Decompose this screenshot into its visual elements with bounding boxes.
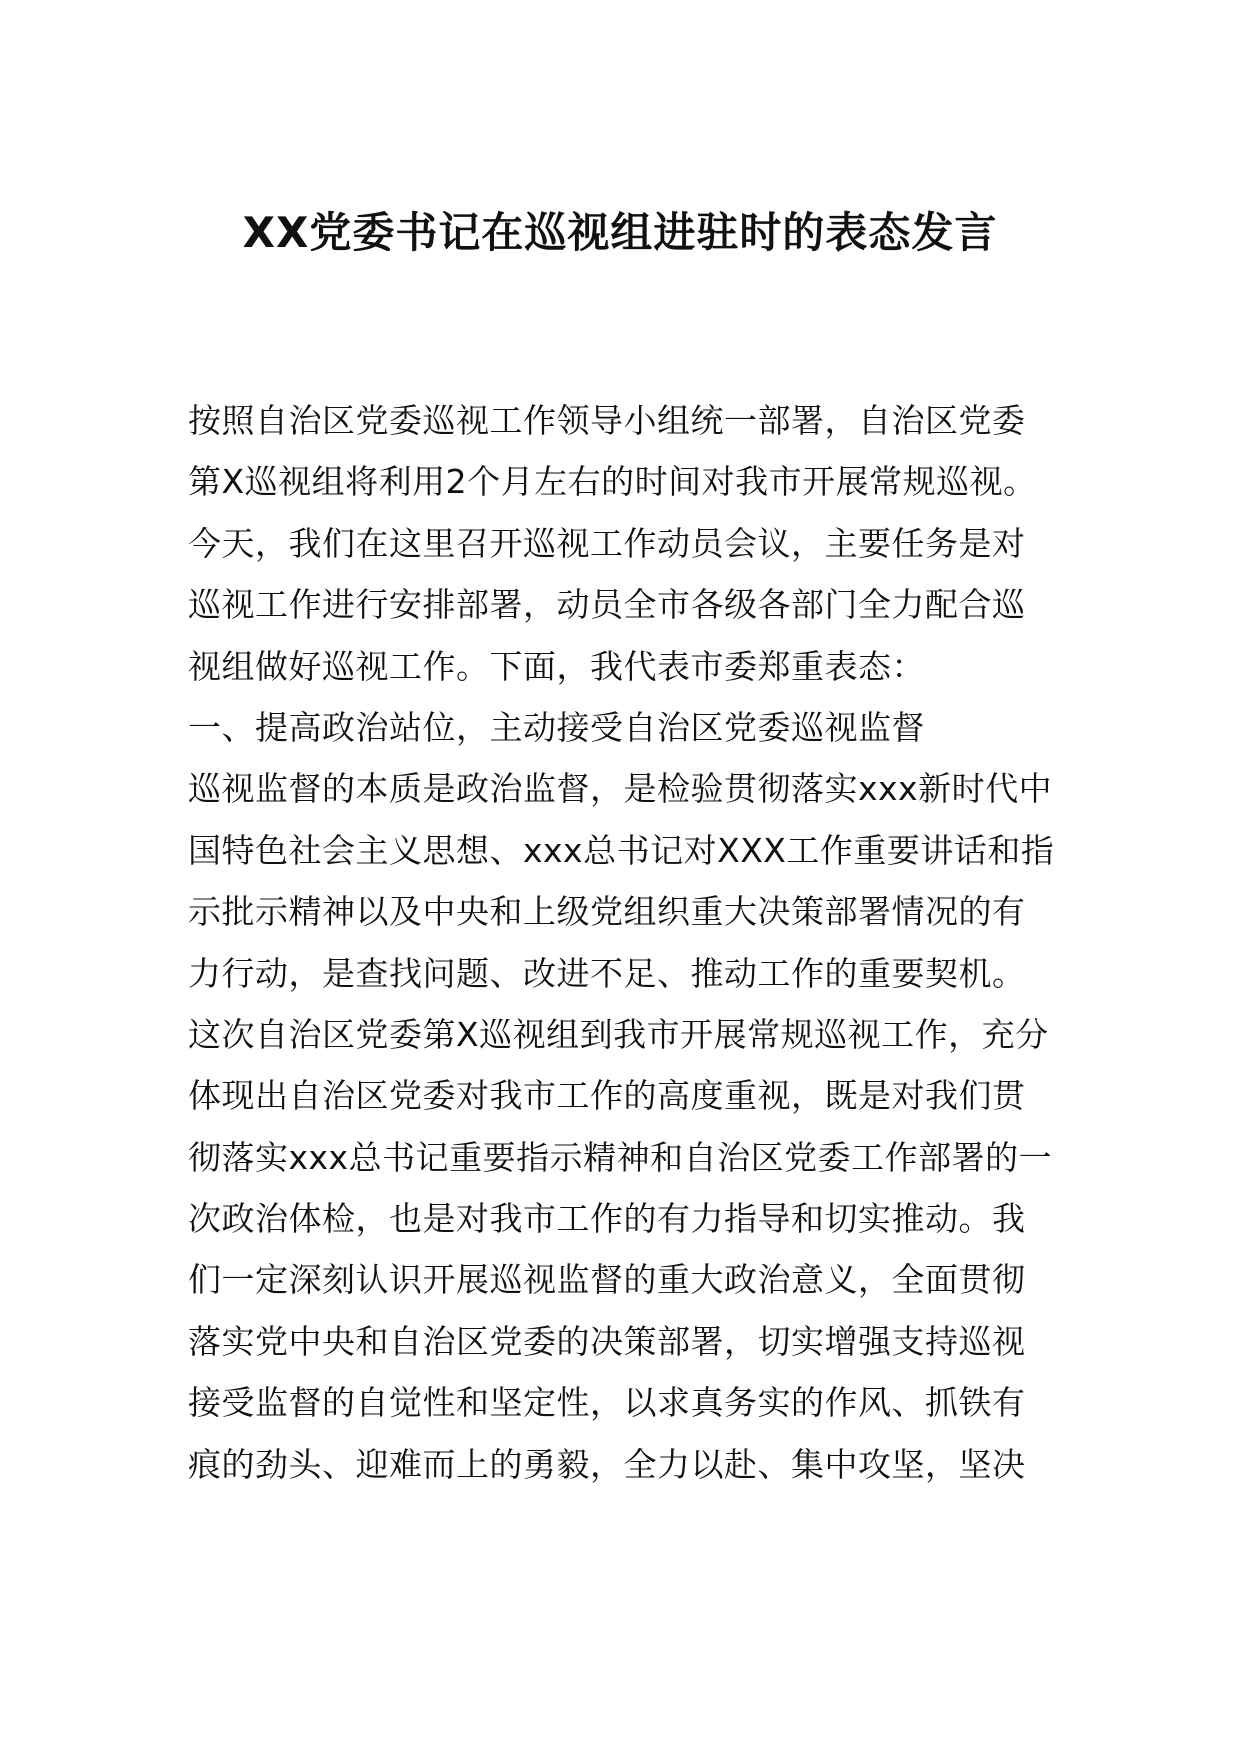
body-line: 体现出自治区党委对我市工作的高度重视，既是对我们贯 bbox=[188, 1076, 1026, 1116]
body-line: 示批示精神以及中央和上级党组织重大决策部署情况的有 bbox=[188, 892, 1026, 932]
body-line: 按照自治区党委巡视工作领导小组统一部署，自治区党委 bbox=[188, 401, 1026, 440]
body-line: 落实党中央和自治区党委的决策部署，切实增强支持巡视 bbox=[188, 1321, 1026, 1361]
body-line: 视组做好巡视工作。下面，我代表市委郑重表态： bbox=[188, 646, 925, 686]
document-title: XX党委书记在巡视组进驻时的表态发言 bbox=[242, 208, 998, 257]
body-line: 们一定深刻认识开展巡视监督的重大政治意义，全面贯彻 bbox=[188, 1260, 1026, 1300]
body-line: 第X巡视组将利用2个月左右的时间对我市开展常规巡视。 bbox=[188, 462, 1037, 502]
body-line: 巡视监督的本质是政治监督，是检验贯彻落实xxx新时代中 bbox=[188, 769, 1053, 809]
section-heading: 一、提高政治站位，主动接受自治区党委巡视监督 bbox=[188, 707, 925, 747]
document-body bbox=[188, 390, 1058, 1495]
body-line: 接受监督的自觉性和坚定性，以求真务实的作风、抓铁有 bbox=[188, 1383, 1026, 1423]
body-line: 今天，我们在这里召开巡视工作动员会议，主要任务是对 bbox=[188, 523, 1026, 563]
body-line: 这次自治区党委第X巡视组到我市开展常规巡视工作，充分 bbox=[188, 1014, 1049, 1054]
body-line: 彻落实xxx总书记重要指示精神和自治区党委工作部署的一 bbox=[188, 1137, 1053, 1177]
body-line: 痕的劲头、迎难而上的勇毅，全力以赴、集中攻坚，坚决 bbox=[188, 1444, 1026, 1484]
body-line: 力行动，是查找问题、改进不足、推动工作的重要契机。 bbox=[188, 953, 1026, 993]
body-line: 巡视工作进行安排部署，动员全市各级各部门全力配合巡 bbox=[188, 585, 1026, 625]
body-line: 国特色社会主义思想、xxx总书记对XXX工作重要讲话和指 bbox=[188, 830, 1055, 870]
body-line: 次政治体检，也是对我市工作的有力指导和切实推动。我 bbox=[188, 1199, 1026, 1239]
